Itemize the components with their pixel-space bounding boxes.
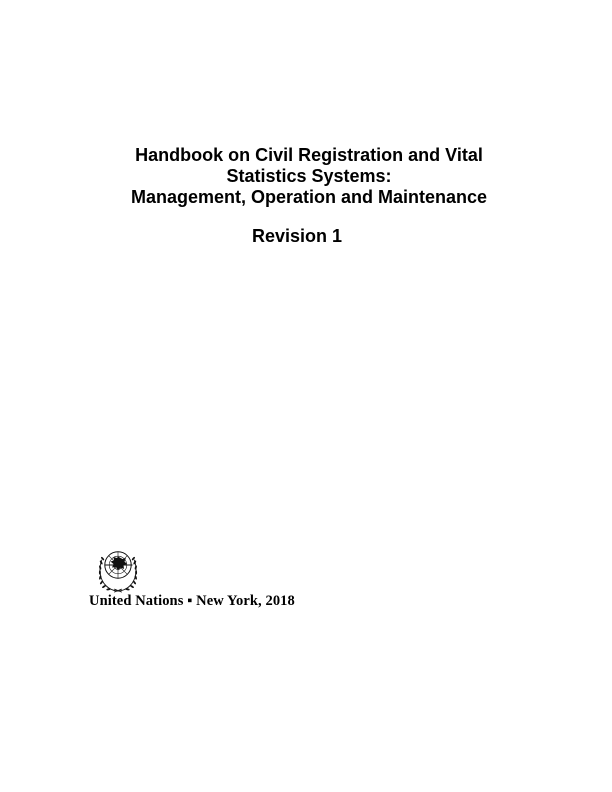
- imprint-text: United Nations ▪ New York, 2018: [89, 593, 295, 609]
- title-line-3: Management, Operation and Maintenance: [130, 187, 488, 207]
- un-emblem-icon: [95, 546, 141, 593]
- title-block: [0, 145, 612, 247]
- title-line-1: Handbook on Civil Registration and Vital: [135, 145, 483, 165]
- title-line-2: Statistics Systems:: [226, 166, 392, 186]
- revision-label: Revision 1: [251, 226, 343, 246]
- document-title: [3, 145, 612, 208]
